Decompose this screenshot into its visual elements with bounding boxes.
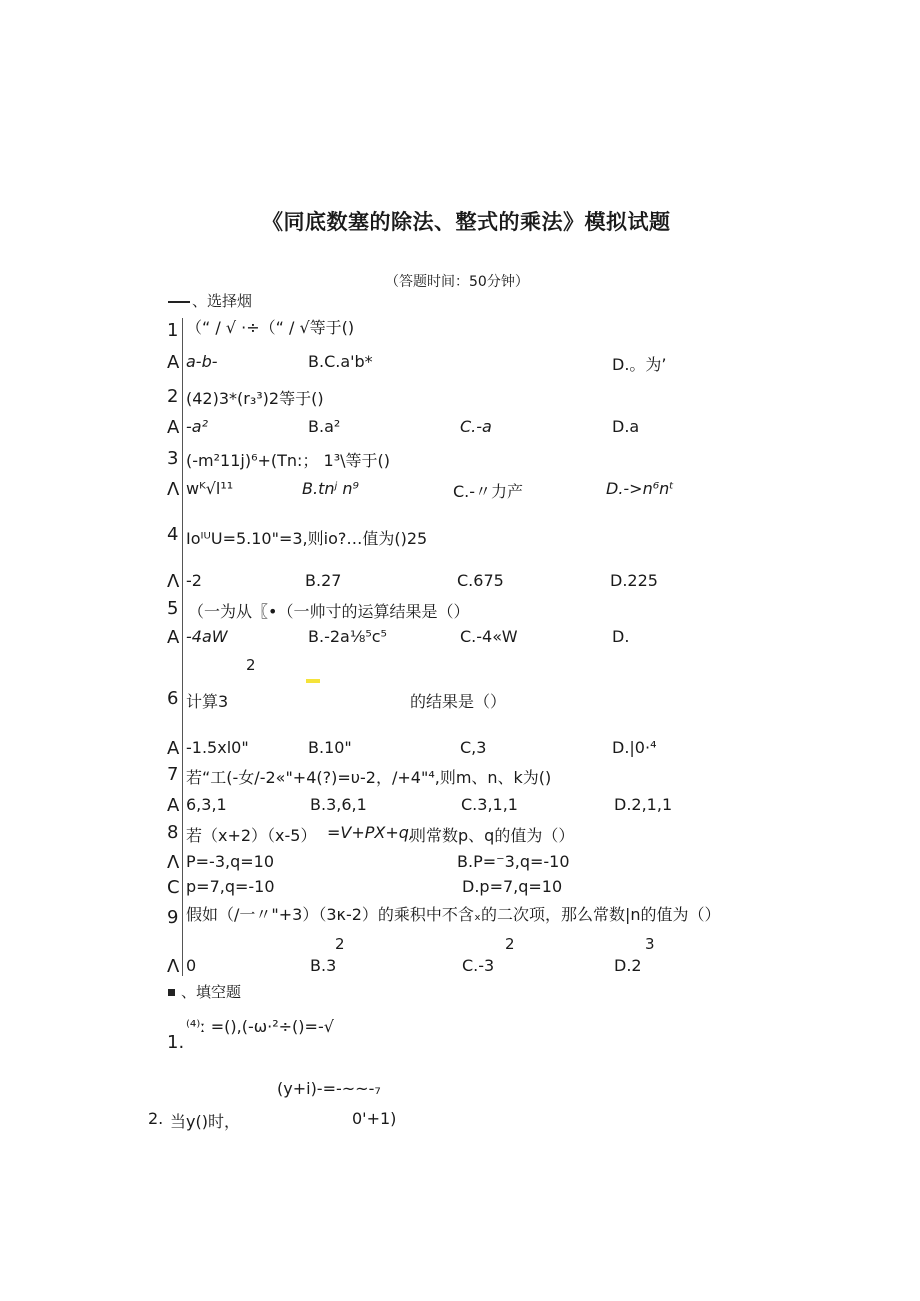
question-number: 2 <box>167 386 179 407</box>
question-number: 9 <box>167 907 179 928</box>
page-title: 《同底数塞的除法、整式的乘法》模拟试题 <box>262 210 671 234</box>
question-text: 计算3 <box>186 692 229 711</box>
question-text-equation: =V+PX+q, <box>327 823 415 842</box>
option-d: D.225 <box>610 571 658 590</box>
question-number: 4 <box>167 524 179 545</box>
option-c: C.-3 <box>462 956 495 975</box>
question-number: 8 <box>167 822 179 843</box>
option-a: -a² <box>186 417 208 436</box>
question-number: 3 <box>167 448 179 469</box>
option-row-label: Λ <box>167 852 180 873</box>
fraction-numerator: 2 <box>246 656 256 674</box>
question-text-tail: 的结果是（） <box>410 692 507 711</box>
section-choice-label: 、选择烟 <box>192 292 253 310</box>
margin-rule <box>182 318 183 976</box>
option-a: -2 <box>186 571 202 590</box>
option-a: -4aW <box>186 627 228 646</box>
option-a: a-b- <box>186 352 218 371</box>
option-c: p=7,q=-10 <box>186 877 275 896</box>
question-text: 若“工(-女/-2«"+4(?)=υ-2，/+4"⁴,则m、n、k为() <box>186 768 552 787</box>
option-d: D. <box>612 627 630 646</box>
option-c: C.-a <box>460 417 492 436</box>
option-b: B.a² <box>308 417 341 436</box>
option-b: B.tnʲ n⁹ <box>302 479 359 498</box>
option-c: C.3,1,1 <box>461 795 518 814</box>
question-number: 5 <box>167 598 179 619</box>
option-row-label: A <box>167 627 180 648</box>
option-a: 6,3,1 <box>186 795 227 814</box>
option-d: D.|0·⁴ <box>612 738 657 757</box>
fill-question-expression-tail: 0'+1) <box>352 1109 397 1128</box>
question-number: 6 <box>167 688 179 709</box>
option-row-label: A <box>167 738 180 759</box>
section-dash <box>168 301 190 303</box>
option-b: B.3 <box>310 956 337 975</box>
option-b: B.-2a⅛⁵c⁵ <box>308 627 387 646</box>
question-number: 7 <box>167 764 179 785</box>
option-row-label: Λ <box>167 571 180 592</box>
option-c: C.-〃力产 <box>453 482 524 501</box>
option-a: P=-3,q=10 <box>186 852 275 871</box>
option-d: D.2 <box>614 956 642 975</box>
question-text: IoᴵᵁU=5.10"=3,则io?…值为()25 <box>186 529 428 548</box>
option-b: B.C.a'b* <box>308 352 373 371</box>
section-choice-heading <box>168 290 252 311</box>
question-text: 假如（/一〃"+3）（3κ-2）的乘积中不含ₓ的二次项，那么常数|n的值为（） <box>186 905 721 924</box>
question-text: （一为从〖•（一帅寸的运算结果是（） <box>188 602 470 621</box>
option-row-label: Λ <box>167 479 180 500</box>
fraction-numerator: 2 <box>505 935 515 953</box>
option-row-label: A <box>167 352 180 373</box>
fill-question-expression: (y+i)-=-~~-₇ <box>277 1079 381 1098</box>
fraction-numerator: 3 <box>645 935 655 953</box>
option-b: B.P=⁻3,q=-10 <box>457 852 570 871</box>
fill-question-number: 2. <box>148 1109 164 1128</box>
question-number: 1 <box>167 320 179 341</box>
option-d: D.。为’ <box>612 355 667 374</box>
option-row-label: A <box>167 417 180 438</box>
option-a: wᴷ√l¹¹ <box>186 479 234 498</box>
option-b: B.3,6,1 <box>310 795 367 814</box>
option-row-label: A <box>167 795 180 816</box>
fill-question-number: 1. <box>167 1032 185 1053</box>
question-text: (42)3*(r₃³)2等于() <box>186 389 324 408</box>
fraction-numerator: 2 <box>335 935 345 953</box>
option-c: C.-4«W <box>460 627 518 646</box>
fill-question-text: 当y()时， <box>170 1112 240 1131</box>
option-a: 0 <box>186 956 197 975</box>
section-bullet <box>168 989 175 996</box>
option-d: D.a <box>612 417 640 436</box>
option-b: B.27 <box>305 571 342 590</box>
section-fill-heading <box>168 981 241 1002</box>
question-text-tail: 则常数p、q的值为（） <box>410 826 575 845</box>
option-b: B.10" <box>308 738 352 757</box>
option-row-label: C <box>167 877 180 898</box>
highlight-mark <box>306 679 320 683</box>
question-text: 若（x+2）（x-5） <box>186 826 317 845</box>
fill-question-text: ⁽⁴⁾ː =(),(-ω·²÷()=-√ <box>186 1017 334 1036</box>
question-text: (-m²11j)⁶+(Tn:； 1³\等于() <box>186 451 390 470</box>
question-text: （“ / √ ·÷（“ / √等于() <box>186 318 355 337</box>
option-d: D.->n⁶nᵗ <box>606 479 674 498</box>
option-row-label: Λ <box>167 956 180 977</box>
answer-time: （答题时间：50分钟） <box>385 274 529 290</box>
option-d: D.2,1,1 <box>614 795 673 814</box>
section-fill-label: 、填空题 <box>181 983 242 1001</box>
option-a: -1.5xl0" <box>186 738 249 757</box>
option-d: D.p=7,q=10 <box>462 877 563 896</box>
option-c: C.675 <box>457 571 504 590</box>
option-c: C,3 <box>460 738 487 757</box>
